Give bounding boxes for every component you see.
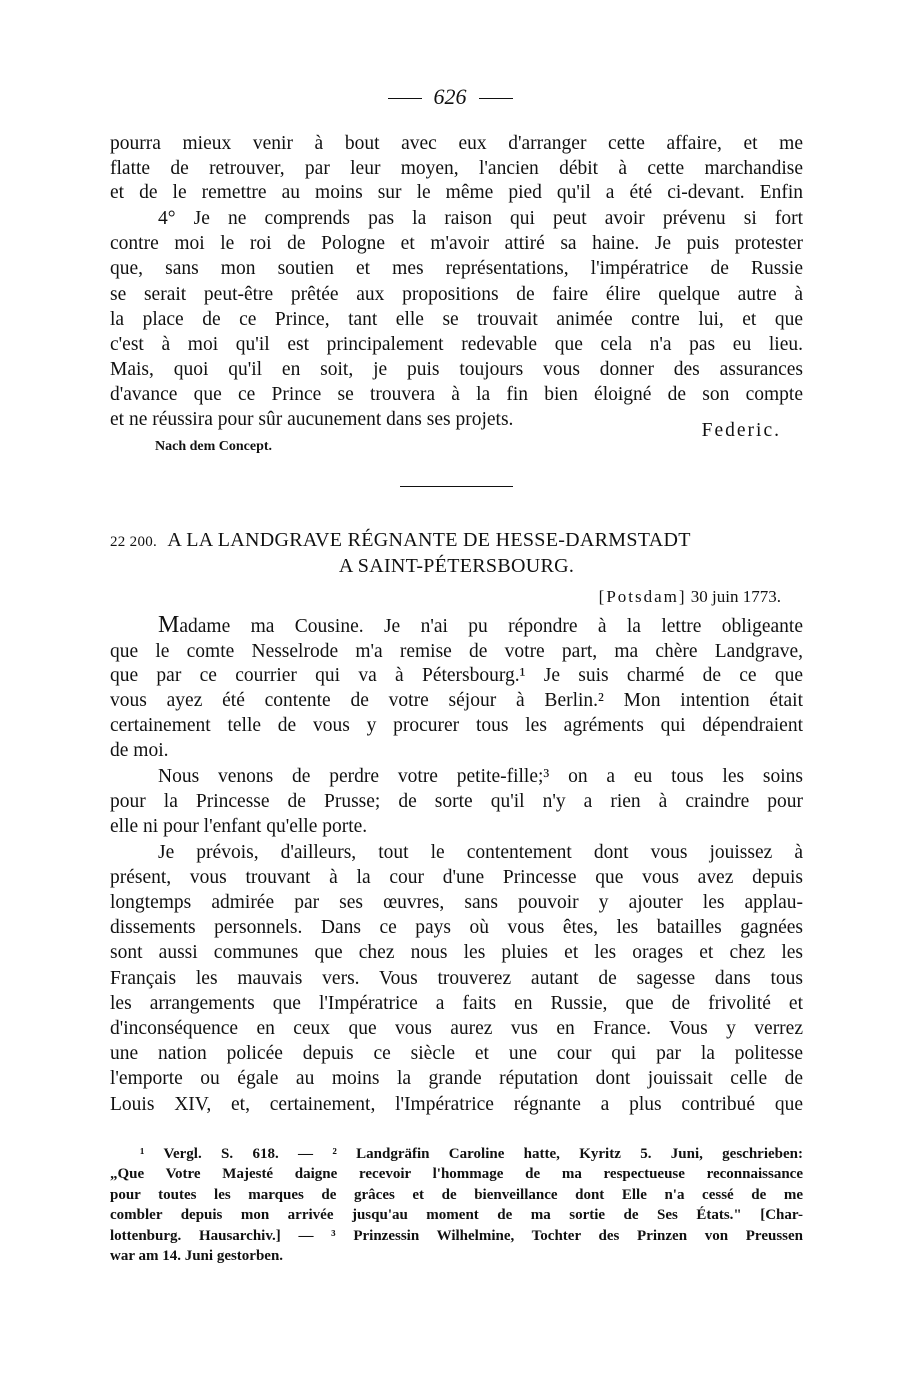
text-line: d'inconséquence en ceux que vous aurez vus en France. Vous y verrez bbox=[110, 1018, 803, 1039]
date-place: [Potsdam] bbox=[598, 587, 687, 606]
text-line: de moi. bbox=[110, 740, 169, 761]
letter-heading-line2: A SAINT-PÉTERSBOURG. bbox=[338, 555, 575, 577]
text-line: certainement telle de vous y procurer tous les agréments qui dépendraient bbox=[110, 715, 803, 736]
letter-number: 22 200. bbox=[110, 534, 158, 550]
text-line-salutation bbox=[110, 613, 803, 639]
text-line: contre moi le roi de Pologne et m'avoir attiré sa haine. Je puis protester bbox=[110, 233, 803, 254]
letter-heading bbox=[110, 528, 803, 554]
date-text: 30 juin 1773. bbox=[690, 587, 781, 606]
text-line: et de le remettre au moins sur le même pied qu'il a été ci-devant. Enfin bbox=[110, 182, 803, 203]
footnote-line: pour toutes les marques de grâces et de bienveillance dont Elle n'a cessé de me bbox=[110, 1187, 803, 1203]
text-line: 4° Je ne comprends pas la raison qui peut avoir prévenu si fort bbox=[158, 208, 803, 229]
letter-heading-line1: A LA LANDGRAVE RÉGNANTE DE HESSE-DARMSTADT bbox=[167, 529, 691, 551]
section-divider bbox=[400, 486, 513, 487]
text-line: flatte de retrouver, par leur moyen, l'ancien débit à cette marchandise bbox=[110, 158, 803, 179]
text-line: c'est à moi qu'il est principalement redevable que cela n'a pas eu lieu. bbox=[110, 334, 803, 355]
text-line: la place de ce Prince, tant elle se trouvait animée contre lui, et que bbox=[110, 309, 803, 330]
text-line: pour la Princesse de Prusse; de sorte qu'il n'y a rien à craindre pour bbox=[110, 791, 803, 812]
text-line: vous ayez été contente de votre séjour à Berlin.² Mon intention était bbox=[110, 690, 803, 711]
dateline bbox=[599, 587, 781, 607]
text-line: Louis XIV, et, certainement, l'Impératrice régnante a plus contribué que bbox=[110, 1094, 803, 1115]
page-number-dash-right bbox=[479, 98, 513, 99]
salutation-text: adame ma Cousine. Je n'ai pu répondre à la lettre obligeante bbox=[179, 616, 803, 637]
source-note: Nach dem Concept. bbox=[155, 439, 273, 454]
text-line: Nous venons de perdre votre petite-fille;³ on a eu tous les soins bbox=[158, 766, 803, 787]
text-line: que par ce courrier qui va à Pétersbourg.¹ Je suis charmé de ce que bbox=[110, 665, 803, 686]
page-number bbox=[0, 84, 900, 110]
page-number-text: 626 bbox=[433, 84, 467, 109]
text-line: Français les mauvais vers. Vous trouverez autant de sagesse dans tous bbox=[110, 968, 803, 989]
footnote-line: combler depuis mon arrivée jusqu'au moment de ma sortie de Ses États." [Char- bbox=[110, 1207, 803, 1223]
text-line: d'avance que ce Prince se trouvera à la fin bien éloigné de son compte bbox=[110, 384, 803, 405]
footnote-line: war am 14. Juni gestorben. bbox=[110, 1248, 284, 1264]
text-line: que le comte Nesselrode m'a remise de votre part, ma chère Landgrave, bbox=[110, 641, 803, 662]
text-line: elle ni pour l'enfant qu'elle porte. bbox=[110, 816, 368, 837]
text-line: dissements personnels. Dans ce pays où vous êtes, les batailles gagnées bbox=[110, 917, 803, 938]
text-line: que, sans mon soutien et mes représentations, l'impératrice de Russie bbox=[110, 258, 803, 279]
footnote-line: lottenburg. Hausarchiv.] — ³ Prinzessin Wilhelmine, Tochter des Prinzen von Preussen bbox=[110, 1228, 803, 1244]
text-line: présent, vous trouvant à la cour d'une Princesse que vous avez depuis bbox=[110, 867, 803, 888]
text-line: Je prévois, d'ailleurs, tout le contentement dont vous jouissez à bbox=[158, 842, 803, 863]
text-line: et ne réussira pour sûr aucunement dans ses projets. bbox=[110, 409, 514, 430]
text-line: pourra mieux venir à bout avec eux d'arranger cette affaire, et me bbox=[110, 133, 803, 154]
text-line: longtemps admirée par ses œuvres, sans pouvoir y ajouter les applau- bbox=[110, 892, 803, 913]
text-line: sont aussi communes que chez nous les pluies et les orages et chez les bbox=[110, 942, 803, 963]
footnote-line: „Que Votre Majesté daigne recevoir l'hommage de ma respectueuse reconnaissance bbox=[110, 1166, 803, 1182]
signature: Federic. bbox=[701, 420, 781, 441]
drop-initial: M bbox=[158, 612, 180, 638]
text-line: l'emporte ou égale au moins la grande réputation dont jouissait celle de bbox=[110, 1068, 803, 1089]
footnote-line: ¹ Vergl. S. 618. — ² Landgräfin Caroline hatte, Kyritz 5. Juni, geschrieben: bbox=[140, 1146, 803, 1162]
text-line: se serait peut-être prêtée aux propositions de faire élire quelque autre à bbox=[110, 284, 803, 305]
text-line: une nation policée depuis ce siècle et une cour qui par la politesse bbox=[110, 1043, 803, 1064]
page-number-dash-left bbox=[388, 98, 422, 99]
text-line: les arrangements que l'Impératrice a faits en Russie, que de frivolité et bbox=[110, 993, 803, 1014]
text-line: Mais, quoi qu'il en soit, je puis toujours vous donner des assurances bbox=[110, 359, 803, 380]
